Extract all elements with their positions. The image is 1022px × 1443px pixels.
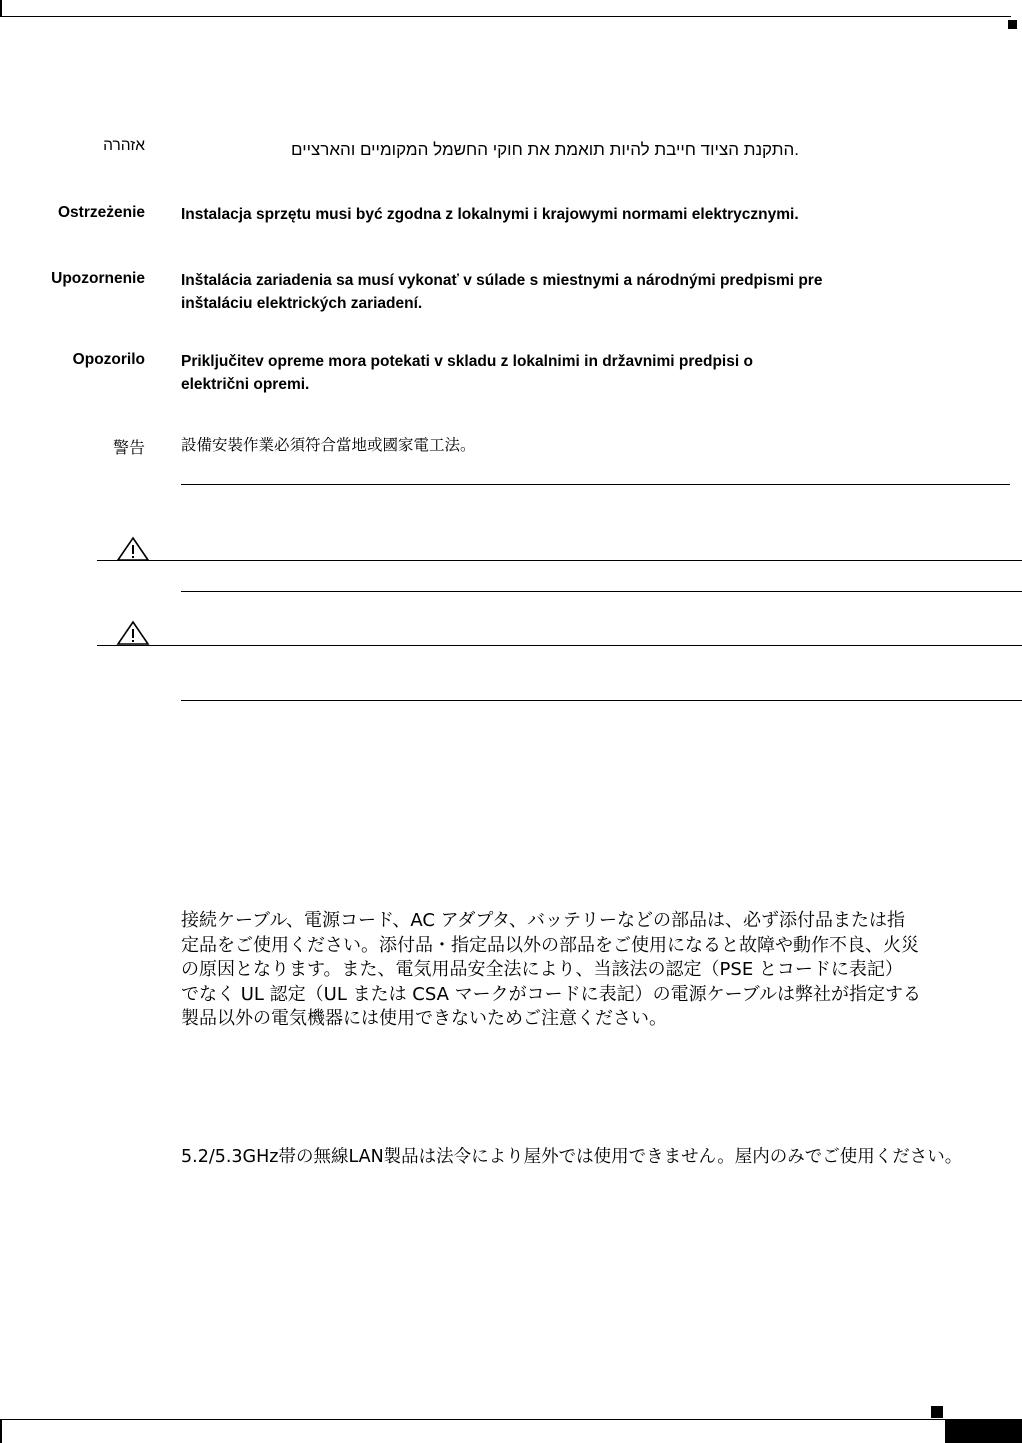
- caution-triangle-icon: [116, 536, 150, 562]
- warning-text-slovenian-line: Priključitev opreme mora potekati v skladu z lokalnimi in državnimi predpisi o: [181, 353, 753, 370]
- header-marker: [1008, 20, 1017, 29]
- footer-page-tab: [945, 1420, 1022, 1443]
- warning-text-hebrew: .התקנת הציוד חייבת להיות תואמת את חוקי החשמל המקומיים והארציים: [291, 140, 799, 159]
- caution-triangle-icon: [116, 620, 150, 646]
- warning-label-slovak: Upozornenie: [51, 270, 145, 287]
- japanese-wireless-notice: 5.2/5.3GHz帯の無線LAN製品は法令により屋外では使用できません。屋内のみでご使用ください。: [181, 1147, 963, 1167]
- footer-marker: [931, 1406, 943, 1418]
- japanese-notice-line: 接続ケーブル、電源コード、AC アダプタ、バッテリーなどの部品は、必ず添付品または指: [181, 910, 906, 931]
- japanese-notice: [181, 909, 981, 1032]
- warning-label-polish: Ostrzeżenie: [57, 204, 145, 221]
- caution-top-rule: [97, 645, 1022, 646]
- footer-rule: [0, 1419, 1022, 1420]
- japanese-notice-line: 製品以外の電気機器には使用できないためご注意ください。: [181, 1008, 667, 1029]
- japanese-notice-line: 定品をご使用ください。添付品・指定品以外の部品をご使用になると故障や動作不良、火災: [181, 934, 919, 956]
- warning-label-slovenian: Opozorilo: [72, 351, 145, 368]
- footer-left-tick: [0, 1419, 2, 1443]
- warning-text-slovak-line: inštaláciu elektrických zariadení.: [181, 295, 423, 312]
- header-left-tick: [0, 0, 2, 17]
- warning-text-slovenian-line: električni opremi.: [181, 376, 310, 393]
- warning-text-chinese: 設備安裝作業必須符合當地或國家電工法。: [181, 436, 476, 454]
- caution-bottom-rule: [181, 700, 1022, 701]
- warning-text-polish: Instalacja sprzętu musi być zgodna z lokalnymi i krajowymi normami elektrycznymi.: [181, 206, 799, 223]
- japanese-notice-line: の原因となります。また、電気用品安全法により、当該法の認定（PSE とコードに表記）: [181, 959, 903, 980]
- caution-bottom-rule: [181, 591, 1022, 592]
- caution-top-rule: [97, 560, 1022, 561]
- warning-text-slovak: [181, 269, 981, 315]
- warning-text-slovak-line: Inštalácia zariadenia sa musí vykonať v súlade s miestnymi a národnými predpismi pre: [181, 272, 823, 289]
- warning-text-slovenian: [181, 350, 981, 396]
- header-rule: [0, 16, 1011, 17]
- warning-label-chinese: 警告: [112, 438, 145, 457]
- warning-label-hebrew: אזהרה: [103, 137, 145, 154]
- section-divider: [181, 484, 1010, 485]
- japanese-notice-line: でなく UL 認定（UL または CSA マークがコードに表記）の電源ケーブルは弊社が指定する: [181, 983, 922, 1005]
